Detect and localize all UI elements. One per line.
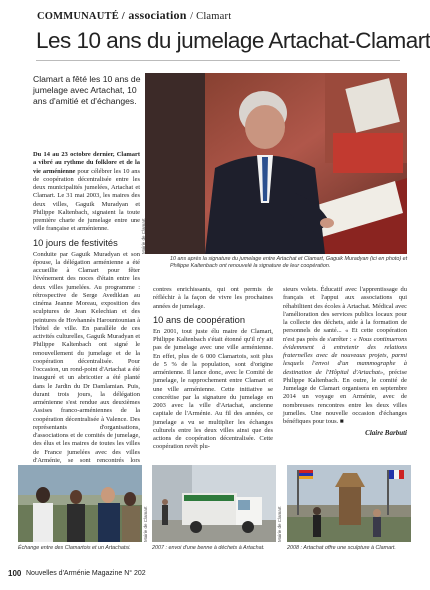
kicker-association: association [128, 8, 187, 22]
subhead-festivites: 10 jours de festivités [33, 237, 118, 248]
page-number: 100 [8, 569, 22, 578]
col2-paragraph-2: En 2001, tout juste élu maire de Clamart, Philippe Kaltenbach s'était étonné qu'il n'y ait pas de jumelage avec une ville arménienne. En effet, plus de 6 000 Clamartois, soit plus de 5 % de la population, sont d'origine arménienne. Il lance donc, avec le Comité de jumelage, le rapprochement entre Clamart et une ville arménienne. Cette initiative se concrétise par la signature du jumelage en 2003 avec la ville d'Artachat, ancienne capitale de l'Arménie. Au fil des années, ce jumelage a vu se multiplier les échanges culturels entre les deux villes ainsi que des actions de coopération décentralisée. Cette coopération revêt plu- [153, 327, 273, 451]
column-3 [283, 286, 407, 438]
subhead-cooperation: 10 ans de coopération [153, 314, 246, 325]
main-photo [145, 73, 407, 254]
pull-quote: « Nous continuerons évidemment à entretenir des relations fraternelles avec de nouveaux projets, parmi lesquels l'envoi d'un mammographe à destination de l'Hôpital d'Artachat» [283, 335, 407, 376]
col2-paragraph-1: contres enrichissants, qui ont permis de réfléchir à la façon de vivre les prochaines années de jumelage. [153, 286, 273, 310]
magazine-name: Nouvelles d'Arménie Magazine N° 202 [26, 570, 146, 577]
author-signature: Claire Barbuti [365, 429, 407, 438]
bottom-photo-2-credit: Mairie de Clamart [277, 506, 282, 542]
kicker-communaute: COMMUNAUTÉ / [37, 11, 125, 22]
column-1 [33, 151, 140, 482]
lead-text: Du 14 au 23 octobre dernier, Clamart a vibré au rythme du folklore et de la vie arménienne [33, 151, 140, 175]
bottom-photo-2-image [152, 465, 276, 542]
title-divider [36, 60, 400, 61]
bottom-photo-1 [18, 465, 142, 542]
col3-paragraph-1: sieurs volets. Éducatif avec l'apprentissage du français et l'appui aux associations qui réhabilitent des écoles à Artachat. Médical avec l'amélioration des services publics locaux pour la collecte des déchets, aide à la formation de personnels de santé... « Et cette coopération n'est pas près de s'arrêter : [283, 286, 407, 343]
bottom-photo-1-credit: Mairie de Clamart [143, 506, 148, 542]
section-header [37, 8, 231, 23]
bottom-photo-1-image [18, 465, 142, 542]
bottom-photo-3-caption: 2008 : Artachat offre une sculpture à Clamart. [287, 545, 396, 551]
kicker-clamart: / Clamart [190, 11, 232, 22]
article-intro: Clamart a fêté les 10 ans de jumelage avec Artachat, 10 ans d'amitié et d'échanges. [33, 74, 141, 107]
main-photo-caption: 10 ans après la signature du jumelage entre Artachat et Clamart, Gaguik Muradyan (ici en photo) et Philippe Kaltenbach ont renouvelé la signature de leur coopération. [170, 256, 408, 269]
main-photo-image [145, 73, 407, 254]
col3-paragraph-2: , précise Philippe Kaltenbach. En outre, le comité de Jumelage de Clamart organisera en septembre 2014 un voyage en Arménie, avec de nombreuses rencontres entre les deux villes jumelles. Une nouvelle occasion d'échanges bénéfiques pour tous. ■ [283, 368, 407, 425]
bottom-photo-1-caption: Échange entre des Clamartois et un Artachatsi. [18, 545, 131, 551]
article-title: Les 10 ans du jumelage Artachat-Clamart [36, 28, 430, 53]
bottom-photo-2 [152, 465, 276, 542]
column-2 [153, 286, 273, 452]
bottom-photo-2-caption: 2007 : envoi d'une benne à déchets à Artachat. [152, 545, 265, 551]
bottom-photo-3-image [287, 465, 411, 542]
col1-paragraph-2: Conduite par Gaguik Muradyan et son épouse, la délégation arménienne a été accueillie à Clamart pour fêter l'événement des noces d'étain entre les deux villes jumelées. Au programme : rétrospective de Serge Avedikian au cinéma Jeanne Moreau, exposition des sculptures de Jean Kelechian et des peintures de Hovhannès Harountounian à l'hôtel de ville. En parallèle de ces activités culturelles, Gaguik Muradyan et Philippe Kaltenbach ont signé le renouvellement du jumelage et de la coopération décentralisée. Pour l'occasion, un rond-point d'Artachat a été inauguré et un abricotier a été planté dans le Jardin du Dr Damlamian. Puis, durant trois jours, la délégation arménienne s'est rendue aux deuxièmes Assises franco-arméniennes de la coopération décentralisée à Valence. Des représentants d'organisations, d'associations et de comités de jumelage, des élus et les maires de toutes les villes de France jumelées avec des villes d'Arménie, se sont rencontrés lors [33, 250, 140, 464]
bottom-photo-3 [287, 465, 411, 542]
col1-paragraph-1: pour célébrer les 10 ans de coopération décentralisée entre les deux municipalités jumelées, Artachat et Clamart. Le 31 mai 2003, les maires des deux villes, Gaguik Muradyan et Philippe Kaltenbach, signaient la toute première charte de jumelage entre une ville française et arménienne. [33, 167, 140, 233]
main-photo-credit: Mairie de Clamart [141, 218, 146, 254]
